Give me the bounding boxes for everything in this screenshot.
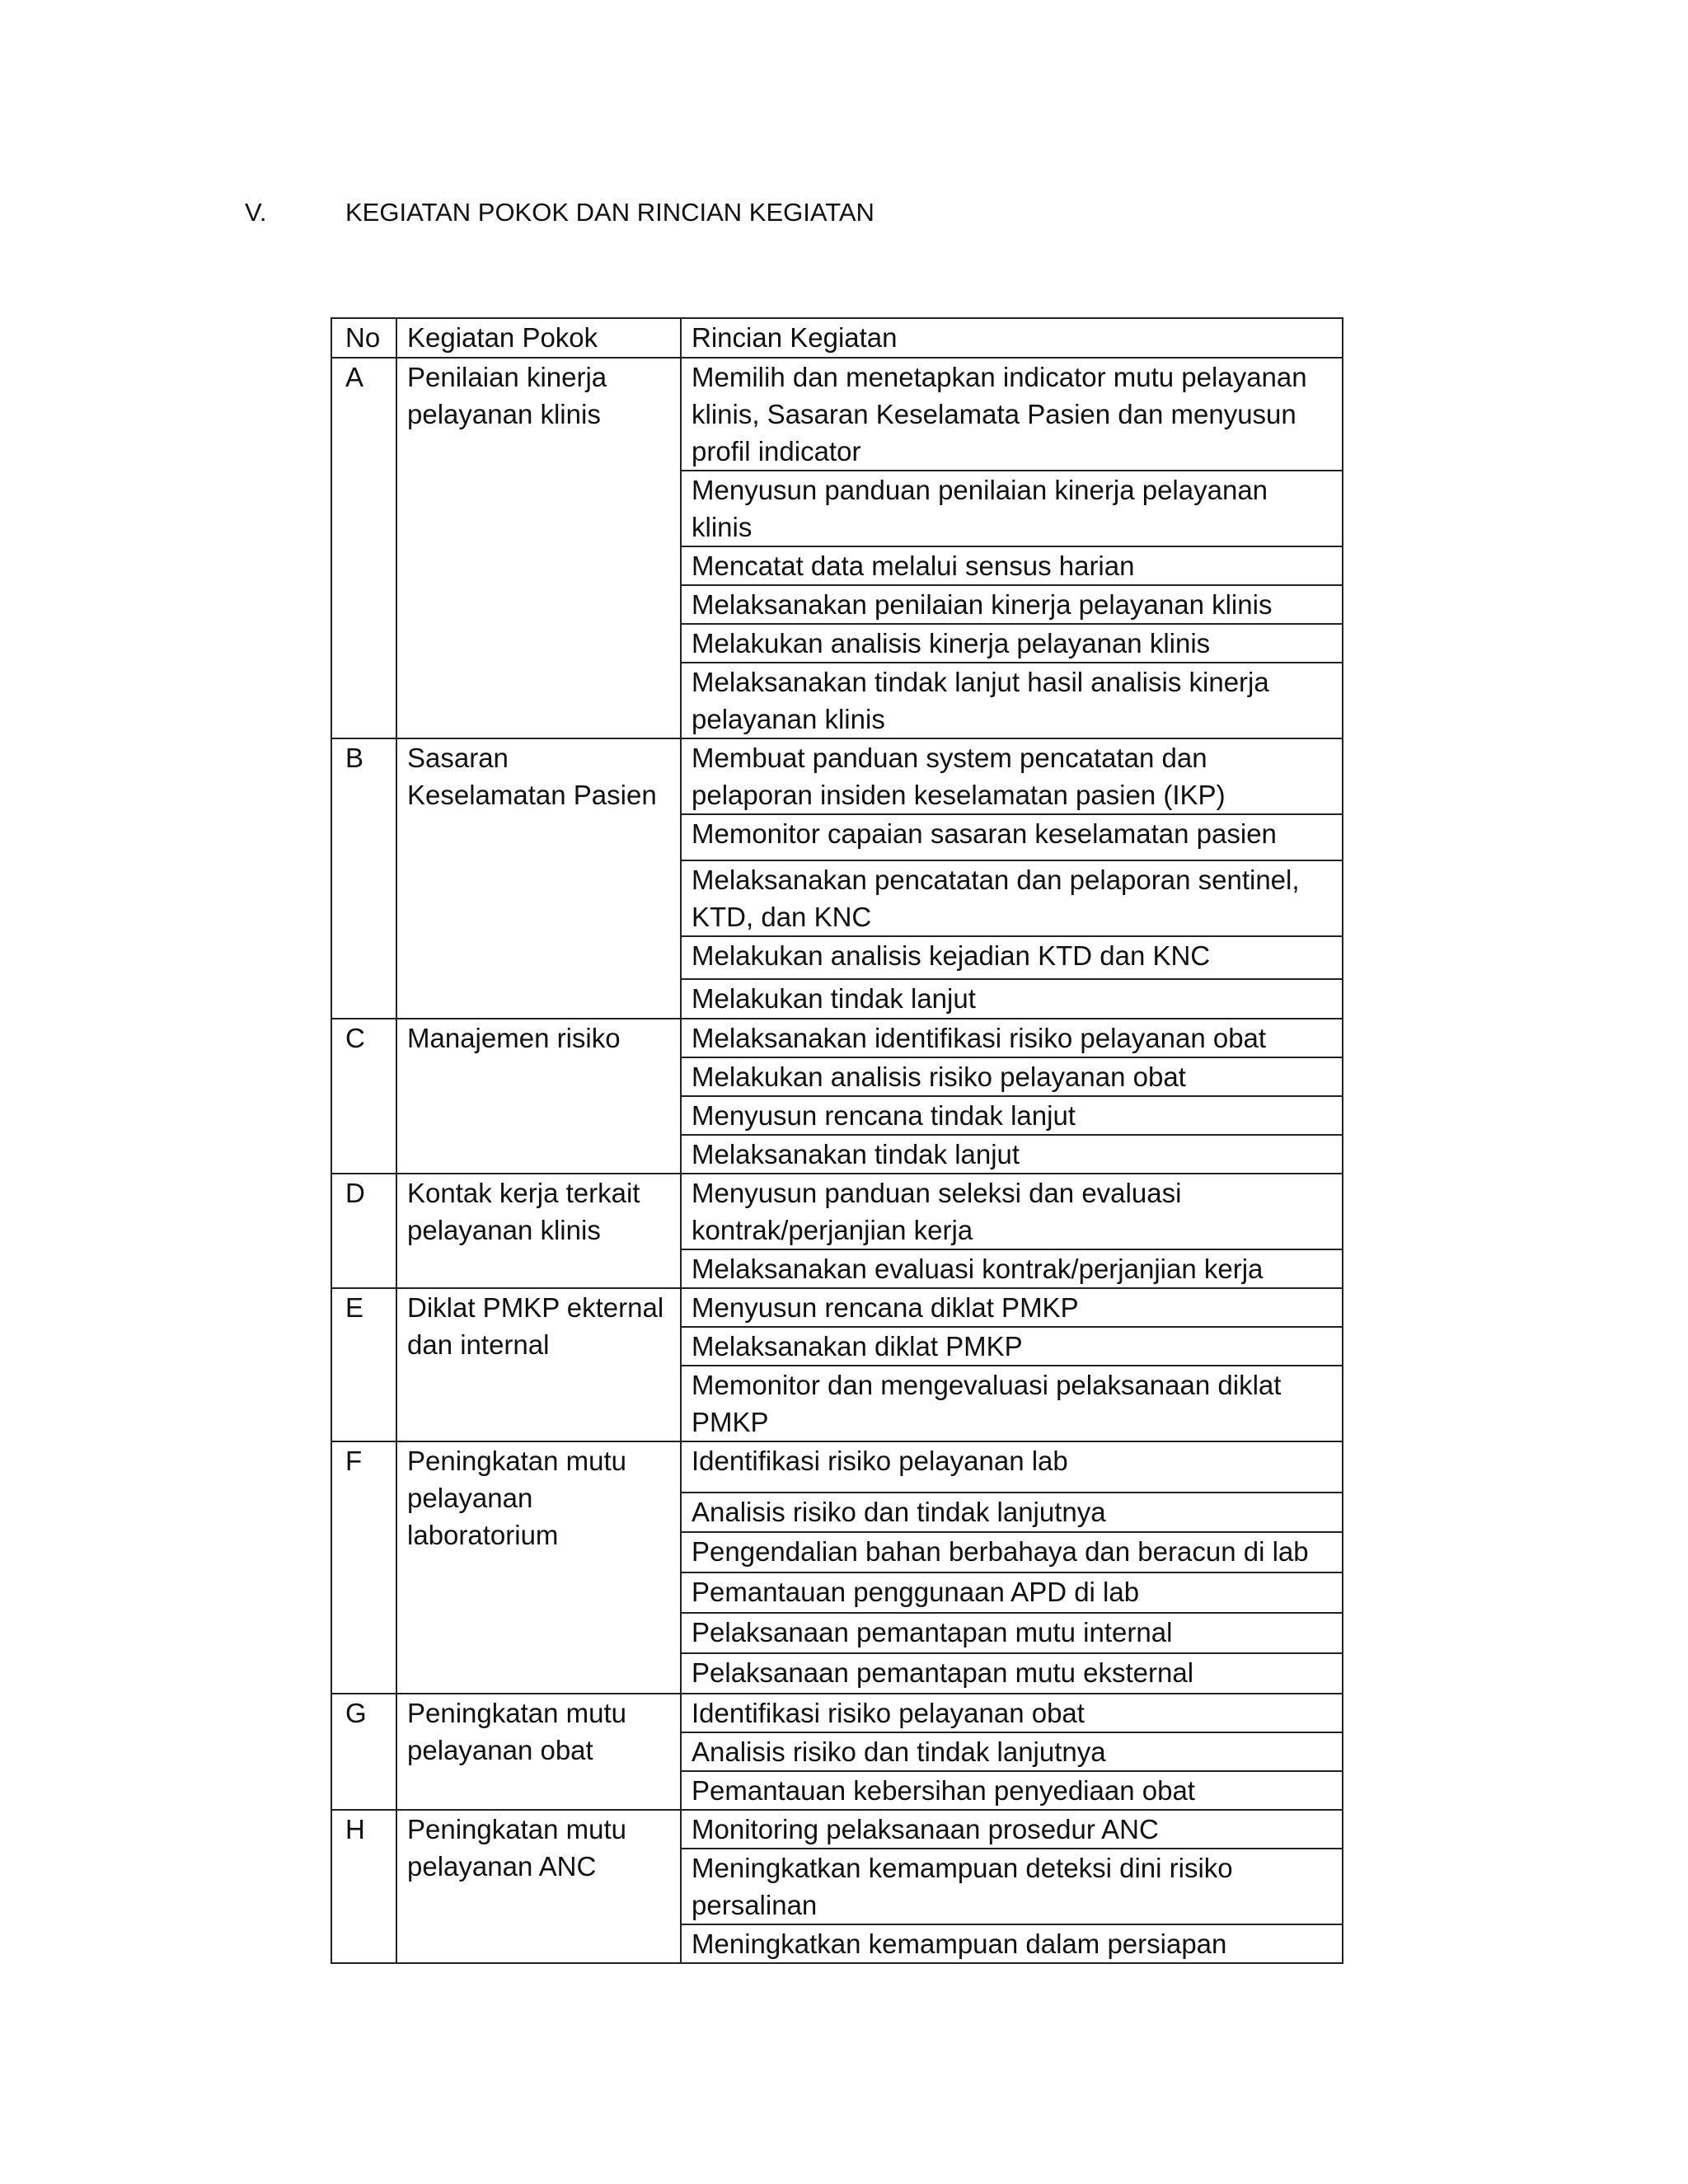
table-row	[331, 1019, 1343, 1057]
rincian-kegiatan-cell: Membuat panduan system pencatatan dan pelaporan insiden keselamatan pasien (IKP)	[681, 738, 1343, 814]
rincian-kegiatan-cell: Menyusun rencana diklat PMKP	[681, 1288, 1343, 1327]
kegiatan-pokok-cell: Sasaran Keselamatan Pasien	[396, 738, 681, 1019]
rincian-kegiatan-cell: Memonitor capaian sasaran keselamatan pasien	[681, 814, 1343, 860]
group-no: H	[331, 1810, 396, 1963]
table-row	[331, 1174, 1343, 1249]
header-rincian-kegiatan: Rincian Kegiatan	[681, 318, 1343, 358]
rincian-kegiatan-cell: Analisis risiko dan tindak lanjutnya	[681, 1732, 1343, 1771]
table-row	[331, 738, 1343, 814]
rincian-kegiatan-cell: Melakukan analisis risiko pelayanan obat	[681, 1057, 1343, 1096]
rincian-kegiatan-cell: Melakukan analisis kejadian KTD dan KNC	[681, 936, 1343, 979]
rincian-kegiatan-cell: Menyusun panduan seleksi dan evaluasi kontrak/perjanjian kerja	[681, 1174, 1343, 1249]
rincian-kegiatan-cell: Menyusun rencana tindak lanjut	[681, 1096, 1343, 1135]
table-body	[331, 358, 1343, 1963]
rincian-kegiatan-cell: Melaksanakan diklat PMKP	[681, 1327, 1343, 1366]
rincian-kegiatan-cell: Pemantauan penggunaan APD di lab	[681, 1572, 1343, 1613]
rincian-kegiatan-cell: Melakukan tindak lanjut	[681, 979, 1343, 1019]
group-no: C	[331, 1019, 396, 1174]
rincian-kegiatan-cell: Melaksanakan identifikasi risiko pelayanan obat	[681, 1019, 1343, 1057]
rincian-kegiatan-cell: Menyusun panduan penilaian kinerja pelayanan klinis	[681, 471, 1343, 546]
rincian-kegiatan-cell: Melaksanakan penilaian kinerja pelayanan klinis	[681, 585, 1343, 624]
kegiatan-pokok-cell: Peningkatan mutu pelayanan ANC	[396, 1810, 681, 1963]
rincian-kegiatan-cell: Pemantauan kebersihan penyediaan obat	[681, 1771, 1343, 1810]
rincian-kegiatan-cell: Meningkatkan kemampuan deteksi dini risiko persalinan	[681, 1849, 1343, 1924]
kegiatan-pokok-cell: Peningkatan mutu pelayanan laboratorium	[396, 1441, 681, 1694]
group-no: E	[331, 1288, 396, 1441]
kegiatan-pokok-cell: Penilaian kinerja pelayanan klinis	[396, 358, 681, 738]
activities-table	[331, 317, 1343, 1964]
section-heading	[245, 198, 874, 227]
table-row	[331, 1441, 1343, 1493]
rincian-kegiatan-cell: Identifikasi risiko pelayanan lab	[681, 1441, 1343, 1493]
group-no: D	[331, 1174, 396, 1288]
rincian-kegiatan-cell: Melaksanakan evaluasi kontrak/perjanjian kerja	[681, 1249, 1343, 1288]
kegiatan-pokok-cell: Kontak kerja terkait pelayanan klinis	[396, 1174, 681, 1288]
section-title: KEGIATAN POKOK DAN RINCIAN KEGIATAN	[345, 198, 874, 227]
rincian-kegiatan-cell: Melaksanakan tindak lanjut hasil analisis kinerja pelayanan klinis	[681, 663, 1343, 738]
rincian-kegiatan-cell: Monitoring pelaksanaan prosedur ANC	[681, 1810, 1343, 1849]
group-no: A	[331, 358, 396, 738]
rincian-kegiatan-cell: Pelaksanaan pemantapan mutu internal	[681, 1613, 1343, 1653]
rincian-kegiatan-cell: Mencatat data melalui sensus harian	[681, 546, 1343, 585]
group-no: F	[331, 1441, 396, 1694]
rincian-kegiatan-cell: Melakukan analisis kinerja pelayanan klinis	[681, 624, 1343, 663]
rincian-kegiatan-cell: Memonitor dan mengevaluasi pelaksanaan diklat PMKP	[681, 1366, 1343, 1441]
table-header-row	[331, 318, 1343, 358]
section-number: V.	[245, 198, 267, 227]
kegiatan-pokok-cell: Manajemen risiko	[396, 1019, 681, 1174]
table-row	[331, 1694, 1343, 1732]
rincian-kegiatan-cell: Pelaksanaan pemantapan mutu eksternal	[681, 1653, 1343, 1694]
rincian-kegiatan-cell: Identifikasi risiko pelayanan obat	[681, 1694, 1343, 1732]
rincian-kegiatan-cell: Meningkatkan kemampuan dalam persiapan	[681, 1924, 1343, 1963]
table-row	[331, 1810, 1343, 1849]
kegiatan-pokok-cell: Peningkatan mutu pelayanan obat	[396, 1694, 681, 1810]
kegiatan-pokok-cell: Diklat PMKP ekternal dan internal	[396, 1288, 681, 1441]
rincian-kegiatan-cell: Memilih dan menetapkan indicator mutu pelayanan klinis, Sasaran Keselamata Pasien dan menyusun profil indicator	[681, 358, 1343, 471]
table-row	[331, 358, 1343, 471]
table-row	[331, 1288, 1343, 1327]
group-no: B	[331, 738, 396, 1019]
header-no: No	[331, 318, 396, 358]
rincian-kegiatan-cell: Analisis risiko dan tindak lanjutnya	[681, 1493, 1343, 1532]
header-kegiatan-pokok: Kegiatan Pokok	[396, 318, 681, 358]
rincian-kegiatan-cell: Melaksanakan tindak lanjut	[681, 1135, 1343, 1174]
group-no: G	[331, 1694, 396, 1810]
rincian-kegiatan-cell: Melaksanakan pencatatan dan pelaporan sentinel, KTD, dan KNC	[681, 860, 1343, 936]
rincian-kegiatan-cell: Pengendalian bahan berbahaya dan beracun di lab	[681, 1532, 1343, 1572]
